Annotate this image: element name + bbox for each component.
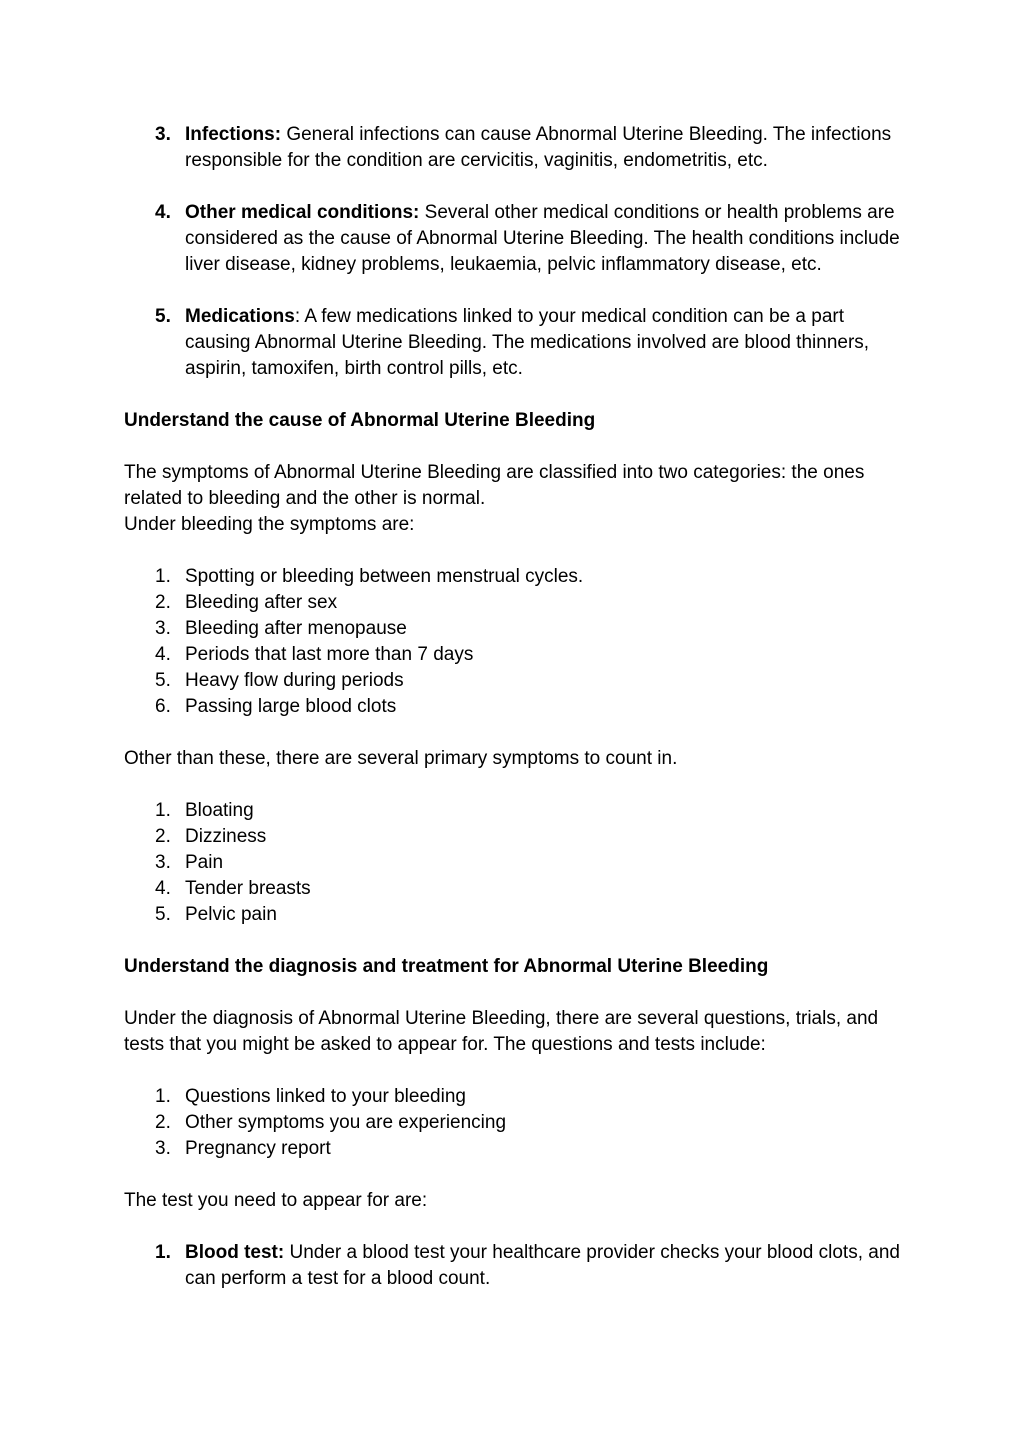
list-number: 5. bbox=[155, 904, 171, 925]
list-text: Bleeding after sex bbox=[185, 592, 338, 613]
list-number: 4. bbox=[155, 644, 171, 665]
diagnosis-intro: Under the diagnosis of Abnormal Uterine Bleeding, there are several questions, trials, and tests that you might be asked to appear for. The questions and tests include: bbox=[124, 1008, 879, 1055]
diagnosis-heading: Understand the diagnosis and treatment for Abnormal Uterine Bleeding bbox=[124, 956, 769, 977]
list-number: 6. bbox=[155, 696, 171, 717]
list-text: Bloating bbox=[185, 800, 254, 821]
list-number: 3. bbox=[155, 852, 171, 873]
list-item bbox=[124, 850, 904, 876]
list-text: Spotting or bleeding between menstrual cycles. bbox=[185, 566, 584, 587]
list-item bbox=[124, 876, 904, 902]
list-number: 1. bbox=[155, 1242, 171, 1263]
list-item bbox=[124, 590, 904, 616]
test-term: Blood test: bbox=[185, 1242, 285, 1263]
list-number: 4. bbox=[155, 202, 171, 223]
list-item bbox=[124, 200, 904, 278]
list-item bbox=[124, 902, 904, 928]
cause-text: : A few medications linked to your medical condition can be a part causing Abnormal Uterine Bleeding. The medications involved are blood thinners, aspirin, tamoxifen, birth control pills, etc. bbox=[185, 306, 870, 379]
list-item bbox=[124, 1084, 904, 1110]
list-item bbox=[124, 1110, 904, 1136]
cause-term: Medications bbox=[185, 306, 295, 327]
cause-text: General infections can cause Abnormal Uterine Bleeding. The infections responsible for the condition are cervicitis, vaginitis, endometritis, etc. bbox=[185, 124, 892, 171]
list-number: 2. bbox=[155, 592, 171, 613]
tests-intro: The test you need to appear for are: bbox=[124, 1190, 428, 1211]
cause-term: Other medical conditions: bbox=[185, 202, 420, 223]
bleeding-symptoms-list bbox=[124, 564, 904, 720]
list-text: Pain bbox=[185, 852, 224, 873]
other-symptoms-intro: Other than these, there are several primary symptoms to count in. bbox=[124, 748, 678, 769]
list-number: 5. bbox=[155, 670, 171, 691]
list-text: Tender breasts bbox=[185, 878, 311, 899]
list-item bbox=[124, 122, 904, 174]
tests-list bbox=[124, 1240, 904, 1292]
primary-symptoms-list bbox=[124, 798, 904, 928]
list-text: Passing large blood clots bbox=[185, 696, 397, 717]
list-number: 5. bbox=[155, 306, 171, 327]
list-item bbox=[124, 642, 904, 668]
list-text: Pelvic pain bbox=[185, 904, 277, 925]
list-number: 2. bbox=[155, 826, 171, 847]
list-text: Heavy flow during periods bbox=[185, 670, 404, 691]
symptoms-heading: Understand the cause of Abnormal Uterine Bleeding bbox=[124, 410, 596, 431]
cause-text: Several other medical conditions or health problems are considered as the cause of Abnormal Uterine Bleeding. The health conditions include liver disease, kidney problems, leukaemia, pelvic inflammatory disease, etc. bbox=[185, 202, 900, 275]
bleeding-symptoms-intro: Under bleeding the symptoms are: bbox=[124, 514, 415, 535]
list-item bbox=[124, 1136, 904, 1162]
cause-term: Infections: bbox=[185, 124, 282, 145]
causes-list bbox=[124, 122, 904, 382]
diagnosis-questions-list bbox=[124, 1084, 904, 1162]
list-number: 2. bbox=[155, 1112, 171, 1133]
list-text: Dizziness bbox=[185, 826, 267, 847]
list-item bbox=[124, 304, 904, 382]
list-number: 3. bbox=[155, 124, 171, 145]
list-text: Bleeding after menopause bbox=[185, 618, 407, 639]
list-text: Questions linked to your bleeding bbox=[185, 1086, 466, 1107]
list-item bbox=[124, 616, 904, 642]
list-item bbox=[124, 1240, 904, 1292]
list-item bbox=[124, 824, 904, 850]
list-item bbox=[124, 668, 904, 694]
list-number: 1. bbox=[155, 566, 171, 587]
list-number: 3. bbox=[155, 1138, 171, 1159]
list-number: 1. bbox=[155, 1086, 171, 1107]
list-item bbox=[124, 798, 904, 824]
document-page bbox=[124, 122, 904, 1292]
list-text: Other symptoms you are experiencing bbox=[185, 1112, 507, 1133]
list-text: Periods that last more than 7 days bbox=[185, 644, 474, 665]
list-number: 3. bbox=[155, 618, 171, 639]
symptoms-intro: The symptoms of Abnormal Uterine Bleeding are classified into two categories: the ones related to bleeding and the other is normal. bbox=[124, 462, 865, 509]
list-item bbox=[124, 564, 904, 590]
list-number: 1. bbox=[155, 800, 171, 821]
list-number: 4. bbox=[155, 878, 171, 899]
test-text: Under a blood test your healthcare provider checks your blood clots, and can perform a test for a blood count. bbox=[185, 1242, 900, 1289]
list-text: Pregnancy report bbox=[185, 1138, 331, 1159]
list-item bbox=[124, 694, 904, 720]
